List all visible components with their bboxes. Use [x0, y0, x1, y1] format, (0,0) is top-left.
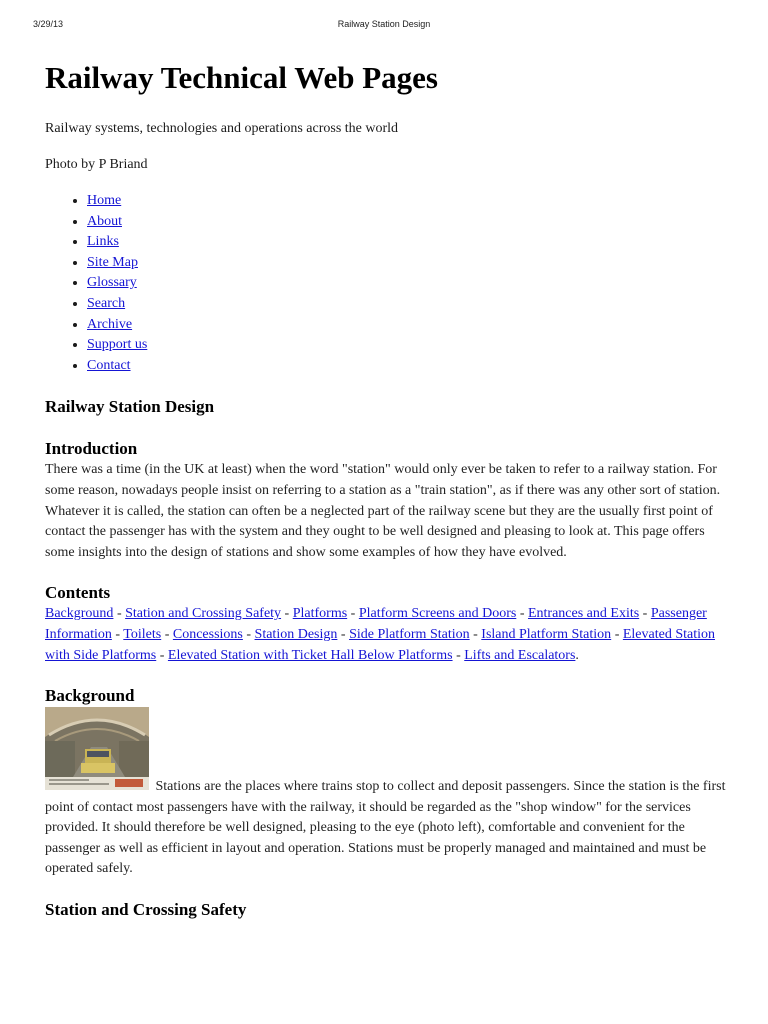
nav-item-site-map	[87, 253, 729, 274]
nav-item-about	[87, 212, 729, 233]
contents-separator: -	[516, 606, 528, 622]
nav-item-support-us	[87, 335, 729, 356]
site-nav	[45, 191, 729, 376]
background-heading: Background	[45, 686, 135, 706]
nav-item-home	[87, 191, 729, 212]
background-text: Stations are the places where trains stop to collect and deposit passengers. Since the station is the first point of contact most passengers have with the railway, it should be regarded as the "shop window" for the services provided. It should therefore be well designed, pleasing to the eye (photo left), comfortable and convenient for the passenger as well as efficient in layout and operation. Stations must be properly managed and maintained and must be operated safely.	[45, 779, 726, 877]
background-paragraph	[45, 707, 729, 880]
nav-item-search	[87, 294, 729, 315]
nav-link-support-us[interactable]: Support us	[87, 337, 148, 353]
contents-separator: -	[639, 606, 651, 622]
contents-link[interactable]: Passenger Information	[45, 606, 707, 642]
nav-item-glossary	[87, 273, 729, 294]
contents-end: .	[575, 647, 579, 663]
photo-credit: Photo by P Briand	[45, 157, 148, 172]
site-title: Railway Technical Web Pages	[45, 60, 438, 95]
page-title: Railway Station Design	[45, 397, 215, 417]
contents-separator: -	[611, 626, 623, 642]
nav-link-home[interactable]: Home	[87, 193, 122, 208]
contents-link[interactable]: Station and Crossing Safety	[125, 606, 282, 622]
nav-item-archive	[87, 315, 729, 336]
nav-link-archive[interactable]: Archive	[87, 316, 133, 332]
contents-separator: -	[452, 647, 465, 663]
page-content	[45, 58, 729, 921]
contents-separator: -	[113, 606, 126, 622]
nav-link-site-map[interactable]: Site Map	[87, 254, 138, 270]
nav-link-search[interactable]: Search	[87, 295, 126, 311]
contents-link[interactable]: Island Platform Station	[481, 626, 612, 642]
contents-separator: -	[347, 606, 359, 622]
nav-link-about[interactable]: About	[87, 213, 122, 229]
contents-separator: -	[111, 626, 124, 642]
contents-link[interactable]: Background	[45, 606, 114, 622]
contents-separator: -	[156, 647, 168, 663]
contents-link[interactable]: Platforms	[292, 606, 348, 622]
contents-heading: Contents	[45, 583, 111, 603]
contents-link[interactable]: Concessions	[172, 626, 243, 642]
contents-link[interactable]: Platform Screens and Doors	[358, 606, 517, 622]
contents-link[interactable]: Lifts and Escalators	[464, 647, 576, 663]
contents-link[interactable]: Entrances and Exits	[527, 606, 640, 622]
intro-paragraph: There was a time (in the UK at least) when the word "station" would only ever be taken to refer to a railway station. For some reason, nowadays people insist on referring to a station as a "train station", as if there was any other sort of station. Whatever it is called, the station can often be a neglected part of the railway scene but they are the usually first point of contact the passenger has with the system and they ought to be well designed and pleasing to look at. This page offers some insights into the design of stations and show some examples of how they have evolved.	[45, 462, 721, 560]
nav-link-contact[interactable]: Contact	[87, 357, 131, 373]
station-photo	[45, 707, 149, 790]
contents-separator: -	[281, 606, 293, 622]
contents-link[interactable]: Elevated Station with Side Platforms	[45, 626, 716, 663]
nav-link-glossary[interactable]: Glossary	[87, 275, 137, 291]
contents-link[interactable]: Elevated Station with Ticket Hall Below Platforms	[167, 647, 453, 663]
intro-heading: Introduction	[45, 439, 138, 459]
print-doc-title: Railway Station Design	[337, 19, 431, 29]
print-header	[0, 19, 768, 33]
contents-link[interactable]: Station Design	[254, 626, 338, 642]
nav-link-links[interactable]: Links	[87, 234, 119, 250]
safety-heading: Station and Crossing Safety	[45, 900, 247, 920]
contents-separator: -	[242, 626, 255, 642]
site-tagline: Railway systems, technologies and operations across the world	[45, 121, 399, 136]
nav-item-contact	[87, 356, 729, 377]
contents-separator: -	[469, 626, 482, 642]
contents-list	[45, 604, 729, 666]
contents-link[interactable]: Toilets	[123, 626, 162, 642]
print-date: 3/29/13	[33, 19, 64, 29]
nav-item-links	[87, 232, 729, 253]
contents-link[interactable]: Side Platform Station	[349, 626, 470, 642]
contents-separator: -	[337, 626, 350, 642]
contents-separator: -	[161, 626, 173, 642]
